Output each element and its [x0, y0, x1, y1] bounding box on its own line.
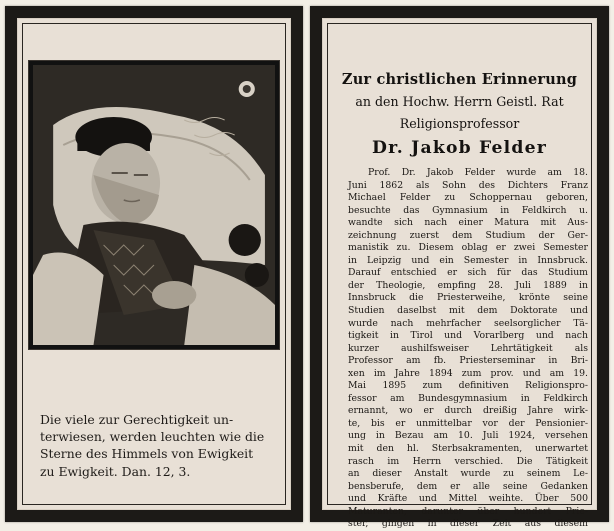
biography-line: manistik zu. Diesem oblag er zwei Semester: [348, 242, 588, 254]
biography-line: wurde nach mehrfacher seelsorglicher Tä-: [348, 317, 588, 329]
biography-line: Professor am fb. Priesterseminar in Bri-: [348, 355, 588, 367]
biography-line: Maturanten, darunter über hundert Prie-: [348, 505, 588, 517]
biography-line: ster, gingen in dieser Zeit aus diesem: [348, 518, 588, 530]
biography-line: xen im Jahre 1894 zum prov. und am 19.: [348, 367, 588, 379]
verse-line: Die viele zur Gerechtigkeit un-: [40, 412, 234, 427]
biography-line: Prof. Dr. Jakob Felder wurde am 18.: [368, 167, 588, 178]
deceased-name: Dr. Jakob Felder: [372, 138, 547, 158]
biography-line: te, bis er unmittelbar vor der Pensionier-: [348, 417, 588, 429]
profession-line: Religionsprofessor: [399, 116, 520, 131]
biography-line: ung in Bezau am 10. Juli 1924, versehen: [348, 430, 588, 442]
verse-line: Sterne des Himmels von Ewigkeit: [40, 446, 254, 462]
biography-line: Juni 1862 als Sohn des Dichters Franz: [348, 179, 588, 191]
biography-line: und Kräfte und Mittel weihte. Über 500: [348, 493, 588, 505]
portrait-image: [33, 65, 275, 345]
biography-line: Mai 1895 zum definitiven Religionspro-: [348, 380, 588, 392]
biography-line: besuchte das Gymnasium in Feldkirch u.: [348, 204, 588, 216]
right-card: [310, 6, 609, 530]
biography-line: Studien daselbst mit dem Doktorate und: [348, 305, 588, 317]
right-card-panel: [322, 18, 597, 530]
biography-text: [348, 167, 588, 531]
bible-verse: [40, 411, 272, 480]
left-card: [5, 6, 303, 522]
portrait-photo-frame: [28, 60, 280, 350]
memorial-heading: Zur christlichen Erinnerung: [341, 71, 578, 88]
biography-line: tigkeit in Tirol und Vorarlberg und nach: [348, 330, 588, 342]
biography-line: kurzer aushilfsweiser Lehrtätigkeit als: [348, 342, 588, 354]
biography-line: an dieser Anstalt wurde zu seinem Le-: [348, 468, 588, 480]
biography-line: rasch im Herrn verschied. Die Tätigkeit: [348, 455, 588, 467]
portrait-photo: [33, 65, 275, 345]
biography-line: Innsbruck die Priesterweihe, krönte seine: [348, 292, 588, 304]
biography-line: mit den hl. Sterbsakramenten, unerwartet: [348, 443, 588, 455]
biography-line: wandte sich nach einer Matura mit Aus-: [348, 217, 588, 229]
verse-line: terwiesen, werden leuchten wie die: [40, 429, 265, 445]
biography-line: fessor am Bundesgymnasium in Feldkirch: [348, 392, 588, 404]
verse-line: zu Ewigkeit. Dan. 12, 3.: [40, 463, 191, 479]
honorific-line: an den Hochw. Herrn Geistl. Rat: [355, 94, 564, 109]
left-card-panel: [17, 18, 291, 510]
biography-line: Michael Felder zu Schoppernau geboren,: [348, 192, 588, 204]
biography-line: der Theologie, empfing 28. Juli 1889 in: [348, 279, 588, 291]
biography-line: bensberufe, dem er alle seine Gedanken: [348, 480, 588, 492]
biography-line: in Leipzig und ein Semester in Innsbruck.: [348, 254, 588, 266]
biography-line: ernannt, wo er durch dreißig Jahre wirk-: [348, 405, 588, 417]
biography-line: zeichnung zuerst dem Studium der Ger-: [348, 229, 588, 241]
biography-line: Darauf entschied er sich für das Studium: [348, 267, 588, 279]
